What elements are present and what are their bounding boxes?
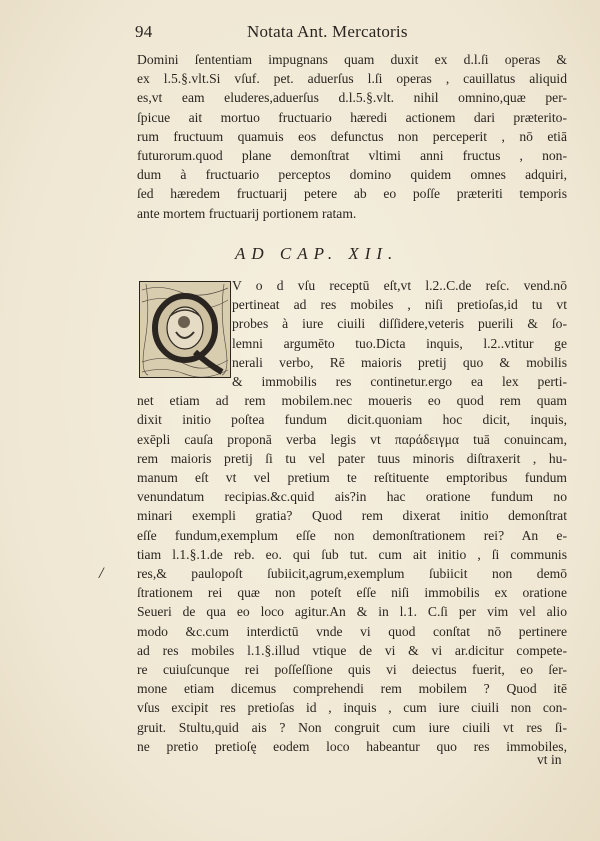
text-line: ſed hæredem fructuarij petere ab eo poſſe præteriti temporis [137,186,567,202]
text-line: dixit initio poſtea fundum dicit.quoniam hoc dicit, inquis, [137,412,567,428]
text-line: ſtrationem rei quæ non poteſt eſſe niſi immobilis ex oratione [137,585,567,601]
text-line: ad res mobiles l.1.§.illud vtique de vi & vi ar.dicitur compete- [137,642,567,658]
text-line: pertineat ad res mobiles , niſi pretioſas,id tu vt [232,297,567,313]
text-line: & immobilis res continetur.ergo ea lex perti- [232,374,567,390]
running-title: Notata Ant. Mercatoris [247,22,408,41]
text-line: dum à fructuario perceptos domino quidem omnes adquiri, [137,167,567,183]
text-line: net etiam ad rem mobilem.nec moueris eo quod rem quam [137,393,567,409]
text-line: minari exempli gratia? Quod rem dixerat initio demonſtrat [137,508,567,524]
paragraph-1 [137,50,567,223]
paragraph-2 [137,276,567,756]
text-line: gruit. Stultu,quid ais ? Non congruit cum iure ciuili vt res ſi- [137,719,567,735]
text-line: es,vt eam eluderes,aduerſus d.l.5.§.vlt. nihil omnino,quæ per- [137,90,567,106]
text-line: futurorum.quod plane demonſtrat vltimi anni fructus , non- [137,148,567,164]
text-line: tiam l.1.§.1.de reb. eo. qui ſub tut. cum ait initio , ſi communis [137,546,567,562]
chapter-heading: AD CAP. XII. [235,244,399,263]
text-line: ante mortem fructuarij portionem ratam. [137,205,357,221]
text-line: venundatum recipias.&c.quid ais?in hac oratione fundum no [137,489,567,505]
text-line: manum eſt vt vel pretium te reſtituente emptoribus fundum [137,470,567,486]
text-line: Seueri de qua eo loco agitur.An & in l.1. C.ſi per vim vel alio [137,604,567,620]
text-line: ex l.5.§.vlt.Si vſuf. pet. aduerſus l.ſi operas , cauillatus aliquid [137,71,567,87]
text-line: re cuiuſcunque rei poſſeſſione quis vi deiectus fuerit, eo ſer- [137,662,567,678]
margin-mark: / [99,565,104,582]
text-line: eſſe fundum,exemplum eſſe non demonſtrationem rei? An e- [137,527,567,543]
text-line: lemni argumēto tuo.Dicta inquis, l.2..vtitur ge [232,335,567,351]
catchword: vt in [537,752,562,767]
text-line: res,& paulopoſt ſubiicit,agrum,exemplum ſubiicit non demō [137,566,567,582]
text-line: mone etiam dicemus comprehendi rem mobilem ? Quod itē [137,681,567,697]
text-line: ſpicue ait mortuo fructuario hæredi actionem dari præterito- [137,109,567,125]
text-line: nerali verbo, Rē maioris pretij quo & mobilis [232,354,567,370]
text-line: exēpli cauſa proponā verba legis vt παράδειγμα tuā conuincam, [137,431,567,447]
text-line: Domini ſententiam impugnans quam duxit ex d.l.ſi operas & [137,52,567,67]
text-line: probes à iure ciuili diſſidere,veteris puerili & ſo- [232,316,567,332]
text-line: V o d vſu receptū eſt,vt l.2..C.de reſc. vend.nō [232,278,567,293]
text-line: rum fructuum quamuis eos defunctus non perceperit , nō etiā [137,128,567,144]
text-line: vſus excipit res pretioſas id , inquis , cum iure ciuili non con- [137,700,567,716]
text-line: modo &c.cum interdictū vnde vi quod conſtat nō pertinere [137,623,567,639]
text-line: rem maioris pretij ſi tu vel pater tuus minoris diſtraxerit , hu- [137,450,567,466]
text-line: ne pretio pretioſę eodem loco habeantur quo res immobiles, [137,738,567,754]
page-number: 94 [135,22,153,41]
